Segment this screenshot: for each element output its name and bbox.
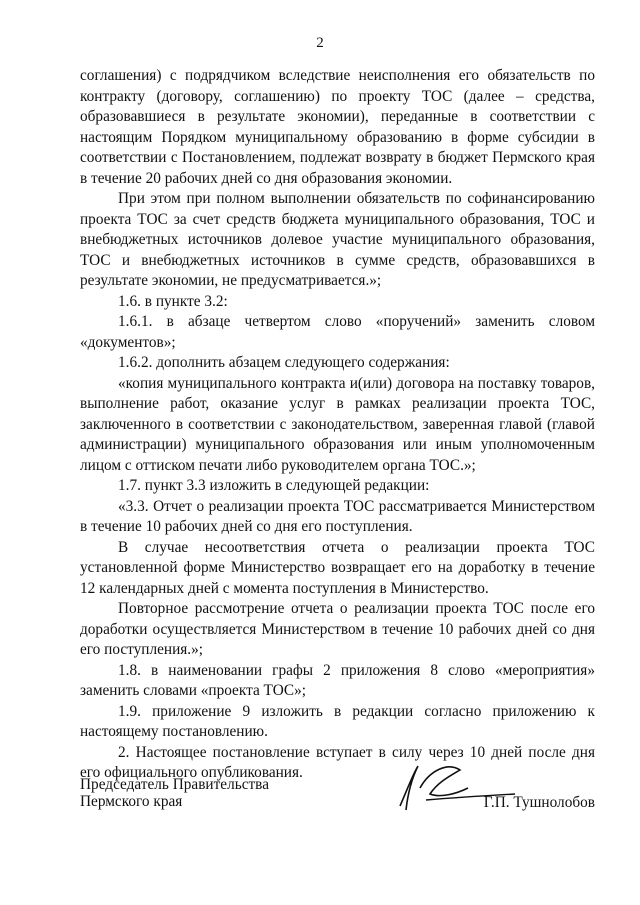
paragraph-5: 1.6.2. дополнить абзацем следующего содержания: [118, 354, 450, 371]
paragraph-3: 1.6. в пункте 3.2: [118, 292, 228, 310]
paragraph-10: Повторное рассмотрение отчета о реализации проекта ТОС после его доработки осуществляется Министерством в течение 10 рабочих дней со дня его поступления.»; [80, 600, 595, 658]
paragraph-6: «копия муниципального контракта и(или) договора на поставку товаров, выполнение работ, оказание услуг в рамках реализации проекта ТОС, заключенного в соответствии с законодательством, заверенная главой (главой администрации) муниципального образования или иным уполномоченным лицом с оттиском печати либо руководителем органа ТОС.»; [80, 374, 595, 474]
document-body [80, 66, 595, 784]
paragraph-1: соглашения) с подрядчиком вследствие неисполнения его обязательств по контракту (договору, соглашению) по проекту ТОС (далее – средства, образовавшиеся в результате экономии), переданные в соответствии с настоящим Порядком муниципальному образованию в форме субсидии в соответствии с Постановлением, подлежат возврату в бюджет Пермского края в течение 20 рабочих дней со дня образования экономии. [80, 67, 595, 187]
signature-block [80, 770, 595, 830]
paragraph-9: В случае несоответствия отчета о реализации проекта ТОС установленной форме Министерство возвращает его на доработку в течение 12 календарных дней с момента поступления в Министерство. [80, 538, 595, 597]
paragraph-7: 1.7. пункт 3.3 изложить в следующей редакции: [118, 477, 430, 494]
page-number: 2 [316, 35, 324, 51]
paragraph-4: 1.6.1. в абзаце четвертом слово «поручений» заменить словом «документов»; [80, 313, 595, 351]
signatory-title-line-2: Пермского края [80, 793, 183, 810]
signatory-title [80, 776, 269, 810]
signatory-title-line-1: Председатель Правительства [80, 776, 269, 793]
signatory-name: Г.П. Тушнолобов [483, 794, 595, 811]
paragraph-11: 1.8. в наименовании графы 2 приложения 8 слово «мероприятия» заменить словами «проекта ТОС»; [80, 661, 595, 699]
paragraph-8: «3.3. Отчет о реализации проекта ТОС рассматривается Министерством в течение 10 рабочих дней со дня его поступления. [80, 497, 595, 535]
paragraph-13: 2. Настоящее постановление вступает в силу через 10 дней после дня его официального опубликования. [80, 743, 595, 781]
paragraph-2: При этом при полном выполнении обязательств по софинансированию проекта ТОС за счет средств бюджета муниципального образования, ТОС и внебюджетных источников долевое участие муниципального образования, ТОС и внебюджетных источников в сумме средств, образовавшихся в результате экономии, не предусматривается.»; [80, 190, 595, 289]
paragraph-12: 1.9. приложение 9 изложить в редакции согласно приложению к настоящему постановлению. [80, 702, 595, 740]
